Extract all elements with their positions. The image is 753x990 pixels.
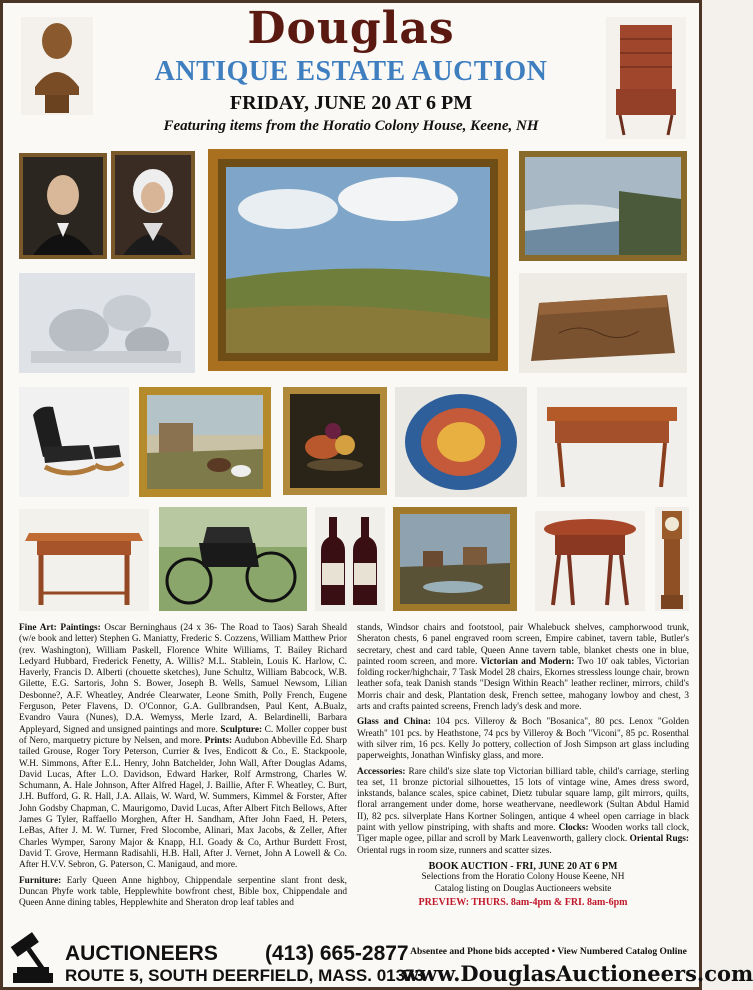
victorian-text: Two 10' oak tables, Victorian folding rocker/highchair, 7 Task Model 28 chairs, Ekornes stressless lounge chair, brown leather sofa, teak Danish stands "Design Within Reach" leather recliner, mirrors, child's Morris chair and desk, Plantation desk, French settee, mahogany lowboy and chest, 3 arts and crafts painted screens, French lady's desk and more. bbox=[357, 656, 690, 713]
recliner-chair-photo bbox=[19, 387, 129, 497]
portrait-woman-photo bbox=[111, 151, 195, 259]
sculpture-text: C. Moller copper bust of Nero, marquetry picture by Nelsen, and more. bbox=[19, 724, 348, 746]
furniture-continued-text: stands, Windsor chairs and footstool, pair Whalebuck shelves, camphorwood trunk, Sheraton chests, 6 panel engraved room screen, Empire cabinet, tavern table, Butler's secretary, chest and card table, Queen Anne tavern table, blanket chests one in blue, painted room screen, and more. bbox=[357, 623, 689, 667]
drop-leaf-table-photo bbox=[537, 387, 687, 497]
phone-number[interactable]: (413) 665-2877 bbox=[265, 942, 409, 965]
book-auction-title: BOOK AUCTION - FRI, JUNE 20 AT 6 PM bbox=[428, 860, 618, 872]
glass-heading: Glass and China: bbox=[357, 717, 431, 728]
brand-title: Douglas bbox=[247, 3, 455, 54]
furniture-text: Early Queen Anne highboy, Chippendale serpentine slant front desk, Duncan Phyfe work table, Hepplewhite bowfront chest, Bible box, Chippendale and Queen Anne dining tables, Hepplewhite and Sheraton drop leaf tables and bbox=[19, 875, 348, 909]
rugs-heading: Oriental Rugs: bbox=[629, 834, 689, 845]
rugs-text: Oriental rugs in room size, runners and scatter sizes. bbox=[357, 845, 552, 856]
book-auction-selections: Selections from the Horatio Colony House Keene, NH bbox=[421, 872, 625, 883]
bronze-bust-photo bbox=[21, 17, 93, 115]
fruit-still-life-photo bbox=[283, 387, 387, 495]
clocks-heading: Clocks: bbox=[558, 823, 589, 834]
clocks-text: Wooden works tall clock, Tiger maple ogee, pillar and scroll by Mark Leavenworth, gallery clock. bbox=[357, 823, 690, 845]
featuring-line: Featuring items from the Horatio Colony House, Keene, NH bbox=[163, 118, 539, 134]
catalog-left-column bbox=[19, 623, 347, 925]
sculpture-heading: Sculpture: bbox=[220, 724, 263, 735]
tilt-top-table-photo bbox=[535, 511, 645, 611]
auction-subtitle: ANTIQUE ESTATE AUCTION bbox=[154, 56, 548, 87]
fine-art-heading: Fine Art: Paintings: bbox=[19, 623, 101, 633]
victorian-heading: Victorian and Modern: bbox=[480, 656, 575, 667]
auction-date: FRIDAY, JUNE 20 AT 6 PM bbox=[229, 92, 473, 114]
carriage-photo bbox=[159, 507, 307, 611]
tavern-table-photo bbox=[19, 509, 149, 611]
address: ROUTE 5, SOUTH DEERFIELD, MASS. 01373 bbox=[65, 966, 424, 985]
book-auction-catalog: Catalog listing on Douglas Auctioneers website bbox=[434, 883, 612, 894]
absentee-bids-note: Absentee and Phone bids accepted • View Numbered Catalog Online bbox=[410, 947, 687, 957]
furniture-heading: Furniture: bbox=[19, 875, 62, 886]
art-glass-plate-photo bbox=[395, 387, 527, 497]
catalog-right-column bbox=[357, 623, 689, 931]
prints-heading: Prints: bbox=[204, 735, 233, 746]
accessories-heading: Accessories: bbox=[357, 766, 406, 777]
preview-hours: PREVIEW: THURS. 8am-4pm & FRI. 8am-6pm bbox=[418, 896, 628, 908]
niagara-painting-photo bbox=[519, 151, 687, 261]
farm-scene-painting-photo bbox=[139, 387, 271, 497]
tall-clock-photo bbox=[655, 507, 689, 611]
landscape-painting-photo bbox=[208, 149, 508, 371]
prints-text: Audubon Abbeville Ed. Sharp tailed Grouse, Roger Tory Peterson, Currier & Ives, Endicott & Co., E. Stackpoole, W.H. Simmons, After E.L. Henry, John Batchelder, John Wall, After Douglas Adams, David Lucas, After L.O. Davidson, Edward Harker, Rolf Armstrong, Charles W. Schumann, A. Hale Johnson, After Alfred Hagel, J. Baillie, After F. Wheatley, C. Burt, J.H. Bufford, G. R. Hall, J.A. Allais, W. Ward, W. Summers, Kimmel & Forster, After John Godsby Chapman, C. Maurigomo, David Lucas, After Albert Fitch Bellows, After James G Tyler, Raffaello Morghen, After H. Sandham, After John Faed, H. Peters, LeBas, After J. M. W. Turner, Fred Slocombe, Alinari, Max Jacobs, & Zeller, After Charles Wymper, Sarony Major & Knapp, H.I. Goady & Co, Arthur Burdett Frost, David T. Grove, Hermann Radisahli, H.B. Hall, After J. Vernet, John A Lowell & Co. After H.V.V. Sebron, G. Paterson, C. Manigaud, and more. bbox=[19, 735, 347, 871]
wine-bottles-photo bbox=[315, 507, 385, 611]
carved-box-photo bbox=[519, 273, 687, 373]
auctioneers-label: AUCTIONEERS bbox=[65, 942, 218, 965]
glass-text: 104 pcs. Villeroy & Boch "Bosanica", 80 pcs. Lenox "Golden Wreath" 101 pcs. by Heathstone, 74 pcs by Villeroy & Boch "Viconi", 85 pc. Rosenthal with silver rim, 16 pcs. Kelly Jo pottery, collection of Josh Simpson art glass including paperweights, Jonathan Winfisky glass, and more. bbox=[357, 717, 689, 762]
portrait-man-photo bbox=[19, 153, 107, 259]
village-painting-photo bbox=[393, 507, 517, 611]
silver-tea-set-photo bbox=[19, 273, 195, 373]
fine-art-text: Oscar Berninghaus (24 x 36- The Road to Taos) Sarah Sheald (w/e book and letter) Stephen G. Maniatty, Frederic S. Cozzens, William Matthew Prior (rev. Washington), William Paskell, Florence White Williams, T. Bailey Richard Ledyard Hubbard, Frederick Fenetty, A. Willis? M.L. Stablein, Louis K. Harlow, C. Haverly, Francis D. Alberti (chouette sketches), June Schultz, William Babcock, W.B. Gilette, E.G. Sartoris, John S. Bower, Joseph B. Wells, Samuel Newsom, Lilian Desbonne?, A.F. Wheatley, Andrée Clearwater, Leone Smith, Polly French, Eugene Ferguson, Peter Flavens, D. O'Connor, G.A. Gullbrandsen, Paul Kent, A.Bualz, Evandro Vaura (Nunes), D.A. Wemyss, Merle Izard, A. Belardinelli, Barbara Appleyard, Signed and unsigned paintings and more. bbox=[19, 623, 348, 735]
gavel-icon bbox=[7, 929, 59, 985]
highboy-photo bbox=[606, 17, 686, 139]
website-link[interactable]: www.DouglasAuctioneers.com bbox=[401, 961, 753, 986]
accessories-text: Rare child's size slate top Victorian billiard table, child's carriage, sterling tea set, 11 bronze pictorial silhouettes, 15 lots of vintage wine, Ames dress sword, inkstands, balance scales, spice cabinet, Dietz tubular square lamp, gilt mirrors, quilts, floral arrangement under dome, horse weathervane, needlework (Sultan Abdul Hamid II), 82 pcs. silverplate Hans Kortner Solingen, antique 4 wheel open carriage in black paint with yellow pinstriping, with shafts and more. bbox=[357, 766, 689, 834]
